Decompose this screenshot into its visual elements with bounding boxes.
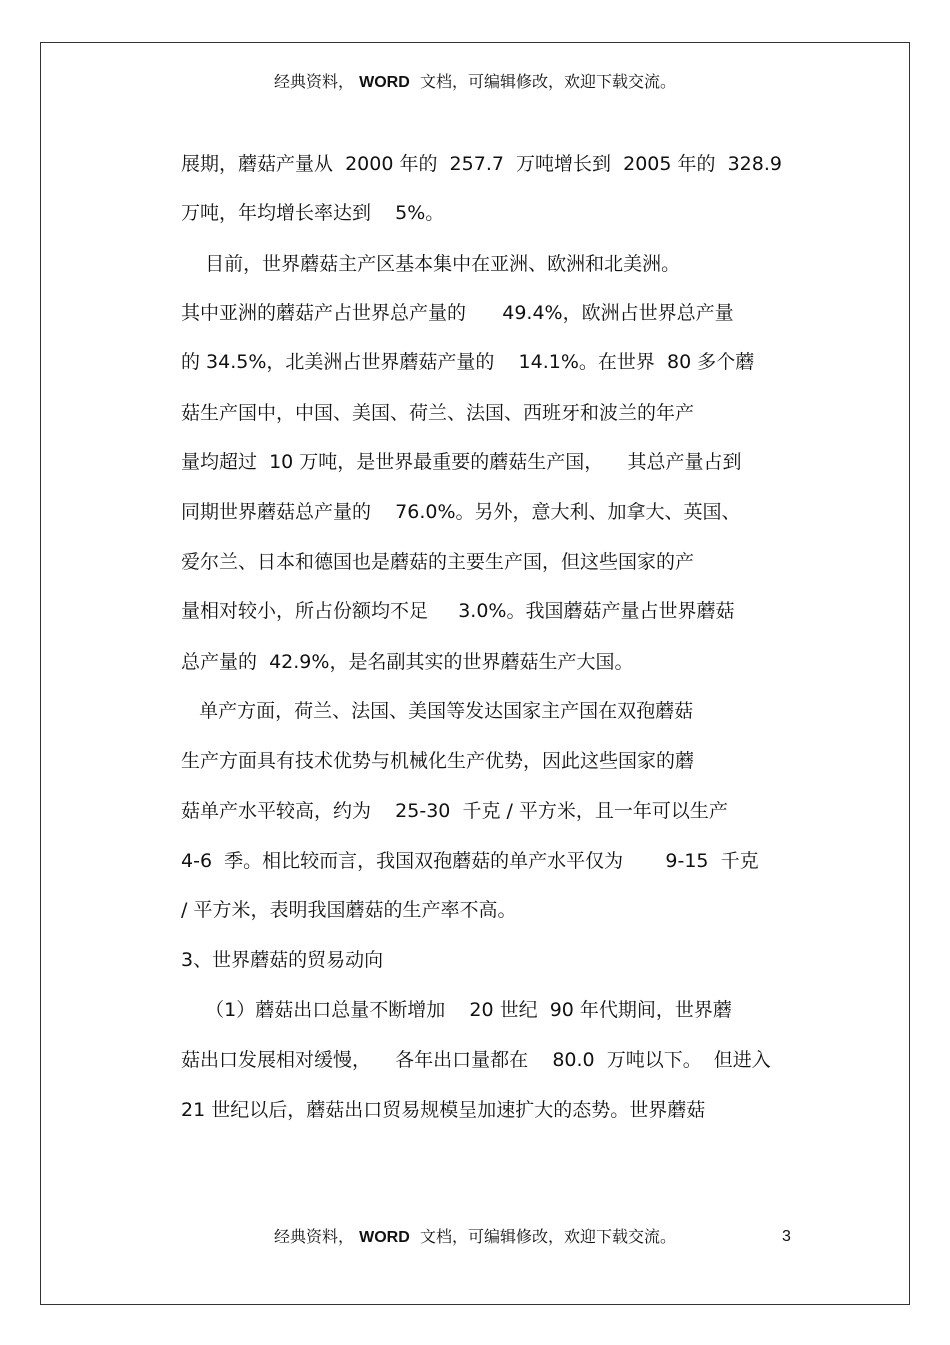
body-line: 爱尔兰、日本和德国也是蘑菇的主要生产国，但这些国家的产: [181, 551, 695, 573]
body-line: 21 世纪以后，蘑菇出口贸易规模呈加速扩大的态势。世界蘑菇: [181, 1099, 706, 1121]
body-line: （1）蘑菇出口总量不断增加 20 世纪 90 年代期间，世界蘑: [181, 999, 732, 1021]
header-word: WORD: [359, 74, 410, 91]
body-line: 总产量的 42.9%，是名副其实的世界蘑菇生产大国。: [181, 651, 634, 673]
body-line: 同期世界蘑菇总产量的 76.0%。另外，意大利、加拿大、英国、: [181, 501, 741, 523]
body-line: 量相对较小，所占份额均不足 3.0%。我国蘑菇产量占世界蘑菇: [181, 600, 735, 622]
section-heading: 3、世界蘑菇的贸易动向: [181, 949, 384, 971]
body-line: 其中亚洲的蘑菇产占世界总产量的 49.4%，欧洲占世界总产量: [181, 302, 734, 324]
body-line: 单产方面，荷兰、法国、美国等发达国家主产国在双孢蘑菇: [181, 700, 694, 722]
body-line: 菇生产国中，中国、美国、荷兰、法国、西班牙和波兰的年产: [181, 402, 695, 424]
page-header: [0, 72, 950, 93]
header-prefix: 经典资料，: [274, 72, 355, 91]
body-line: 菇单产水平较高，约为 25-30 千克 / 平方米，且一年可以生产: [181, 800, 728, 822]
footer-prefix: 经典资料，: [274, 1227, 355, 1246]
footer-word: WORD: [359, 1229, 410, 1246]
body-line: 4-6 季。相比较而言，我国双孢蘑菇的单产水平仅为 9-15 千克: [181, 850, 759, 872]
body-line: 量均超过 10 万吨，是世界最重要的蘑菇生产国， 其总产量占到: [181, 451, 742, 473]
body-line: / 平方米，表明我国蘑菇的生产率不高。: [181, 899, 517, 921]
body-line: 生产方面具有技术优势与机械化生产优势，因此这些国家的蘑: [181, 750, 695, 772]
body-line: 菇出口发展相对缓慢， 各年出口量都在 80.0 万吨以下。 但进入: [181, 1049, 771, 1071]
page-footer: [0, 1227, 950, 1248]
footer-suffix: 文档，可编辑修改，欢迎下载交流。: [419, 1227, 676, 1246]
body-line: 的 34.5%，北美洲占世界蘑菇产量的 14.1%。在世界 80 多个蘑: [181, 351, 755, 373]
header-suffix: 文档，可编辑修改，欢迎下载交流。: [419, 72, 676, 91]
body-line: 展期，蘑菇产量从 2000 年的 257.7 万吨增长到 2005 年的 328.9: [181, 153, 782, 175]
body-line: 目前，世界蘑菇主产区基本集中在亚洲、欧洲和北美洲。: [181, 253, 681, 275]
page-number: 3: [782, 1228, 791, 1245]
body-line: 万吨，年均增长率达到 5%。: [181, 202, 445, 224]
